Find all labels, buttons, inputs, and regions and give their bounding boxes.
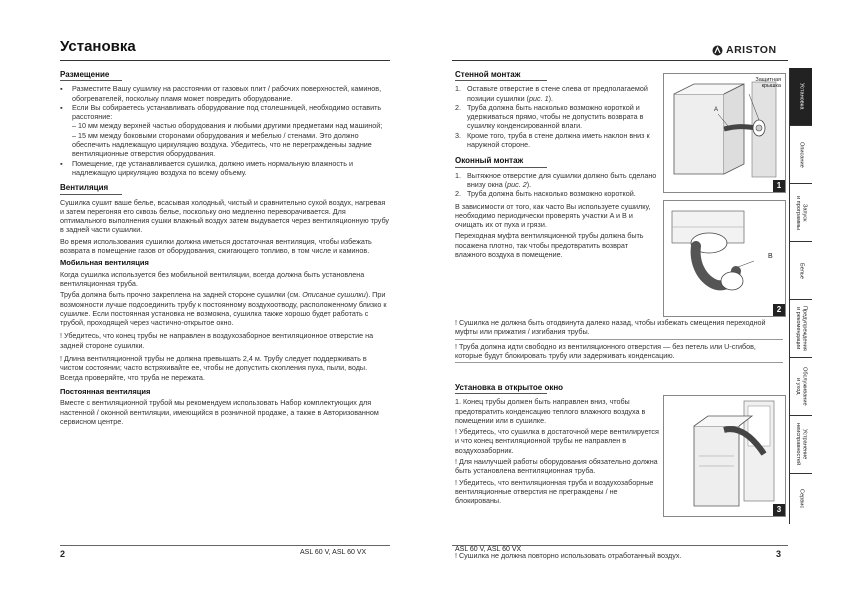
wall-heading: Стенной монтаж [455,70,521,79]
ventilation-heading: Вентиляция [60,183,109,193]
tab-troubleshooting[interactable]: Устранение неисправностей [790,416,812,474]
page-number: 3 [776,549,782,559]
warning: ! Труба должна идти свободно из вентиляционного отверстия — без петель или U-сгибов, которые будут блокировать трубу или задерживать конденсацию. [455,341,756,360]
permanent-heading: Постоянная вентиляция [60,386,151,396]
list-item: 2. Труба должна быть насколько возможно короткой и удерживаться прямо, чтобы не допустить возврата в сушилку конденсированной влаги. [455,102,644,131]
page-number: 2 [60,549,66,559]
figure-number: 2 [773,304,785,316]
warning: ! Убедитесь, что сушилка в достаточной мере вентилируется и что конец вентиляционной трубы не направлен в воздухозаборник. [455,427,659,455]
paragraph: Когда сушилка используется без мобильной вентиляции, всегда должна быть установлена вентиляционная труба. [60,269,365,288]
list-item: ▪ Если Вы собираетесь устанавливать оборудование под столешницей, необходимо оставить расстояние: – 10 мм между верхней частью оборудования и любыми другими предметами над машиной; – 15 мм между боковыми сторонами оборудования и мебелью / стенами. Это должно обеспечить надлежащую циркуляцию воздуха. Убедитесь, что не перегражденыы задние вентиляционные отверстия оборудования. [60,102,383,159]
warning: ! Убедитесь, что конец трубы не направлен в воздухозаборное вентиляционное отверстие на задней стороне сушилки. [60,331,374,350]
tab-laundry[interactable]: Белье [790,242,812,300]
tab-warnings[interactable]: Предупреждения и рекомендации [790,300,812,358]
paragraph: Труба должна быть прочно закреплена на задней стороне сушилки (см. Описание сушилки). При возможности лучше подсоединить трубу к постоянному воздухоотводу, расположенному близко к сушилке. Если постоянная установка не возможна, сушилка также хорошо будет работать с трубой, проходящей через частично-открытое окно. [60,290,387,328]
window-heading: Оконный монтаж [455,156,524,166]
warning: ! Убедитесь, что вентиляционная труба и воздухозаборные вентиляционные отверстия не преграждены / не блокированы. [455,477,654,506]
tab-service[interactable]: Сервис [798,488,805,509]
warning: ! Сушилка не должна повторно использовать отработанный воздух. [455,551,682,560]
model-label: ASL 60 V, ASL 60 VX [300,549,367,556]
warning: ! Сушилка не должна быть отодвинута далеко назад, чтобы избежать смещения переходной муфты или прижатия / изгибания трубы. [455,318,766,337]
tab-installation[interactable]: Установка [790,68,812,126]
open-window-heading: Установка в открытое окно [455,383,564,392]
tab-start-programs[interactable]: Запуск и программы [790,184,812,242]
right-column-top [455,70,660,261]
figure-label-a: A [714,107,719,113]
brand-logo: ARISTON [712,44,777,56]
figure-3 [663,395,786,517]
ariston-logo-icon [712,45,723,56]
divider [452,60,788,61]
figure-1 [663,73,786,193]
list-item: ▪ Помещение, где устанавливается сушилка, должно иметь нормальную влажность и надлежащую циркуляцию воздуха по всему объему. [60,158,353,177]
left-column [60,70,390,428]
list-item: 1. Вытяжное отверстие для сушилки должно быть сделано внизу окна (рис. 2). [455,170,657,189]
figure-number: 3 [773,504,785,516]
paragraph: Вместе с вентиляционной трубой мы рекомендуем использовать Набор комплектующих для настенной / оконной вентиляции, имеющийся в розничной продаже, а также в Авторизованном сервисном центре. [60,398,379,426]
page-title: Установка [60,38,136,55]
list-item: 3. Кроме того, труба в стене должна иметь наклон вниз к наружной стороне. [455,130,650,150]
tab-maintenance[interactable]: Обслуживание и уход [790,358,812,416]
tab-description[interactable]: Описание [790,126,812,184]
wall-mount-illustration [664,74,785,192]
mobile-heading: Мобильная вентиляция [60,258,149,268]
section-tabs [789,68,812,524]
list-item: 2. Труба должна быть насколько возможно короткой. [455,189,636,199]
figure-2 [663,200,786,317]
figure-label-b: B [768,253,773,260]
list-item: ▪ Разместите Вашу сушилку на расстоянии от газовых плит / рабочих поверхностей, каминов, обогревателей, поскольку пламя может повредить оборудование. [60,84,382,103]
divider [60,60,390,61]
paragraph: Сушилка сушит ваше белье, всасывая холодный, чистый и сравнительно сухой воздух, нагревая и затем перегоняя его сквозь белье, поскольку оно медленно переворачивается. Для оптимального выполнения сушки влажный воздух затем выдувается через вентиляционную трубу в задней части сушилки. [60,197,390,235]
figure-label: Защитная крышка [755,77,781,89]
list-item: 1. Оставьте отверстие в стене слева от предполагаемой позиции сушилки (рис. 1). [455,84,648,103]
open-window-illustration [664,396,785,516]
warning: ! Длина вентиляционной трубы не должна превышать 2,4 м. Трубу следует поддерживать в чистом состоянии; часто встряхивайте ее, чтобы не допустить скопления пуха, пыли, воды. Всегда проверяйте, что труба не пережата. [60,354,368,382]
warning: ! Для наилучшей работы оборудования обязательно должна быть установлена вентиляционная труба. [455,457,658,476]
paragraph: Переходная муфта вентиляционной трубы должна быть посажена плотно, так чтобы предотвратить возврат влажного воздуха в помещение. [455,231,644,260]
paragraph: В зависимости от того, как часто Вы используете сушилку, необходимо периодически проверять участки A и B и очищать их от пуха и грязи. [455,201,651,230]
paragraph: Во время использования сушилки должна иметься достаточная вентиляция, чтобы избежать возврата в помещение газов от оборудования, сжигающего топливо, в том числе и каминов. [60,236,372,256]
model-label: ASL 60 V, ASL 60 VX [455,546,522,553]
figure-number: 1 [773,180,785,192]
right-wide-notes [455,318,783,365]
window-mount-illustration [664,201,785,316]
paragraph: 1. Конец трубы должен быть направлен вниз, чтобы предотвратить конденсацию теплого влажного воздуха в помещении или в сушилке. [455,397,646,425]
placement-heading: Размещение [60,70,110,79]
right-column-bottom [455,383,660,508]
